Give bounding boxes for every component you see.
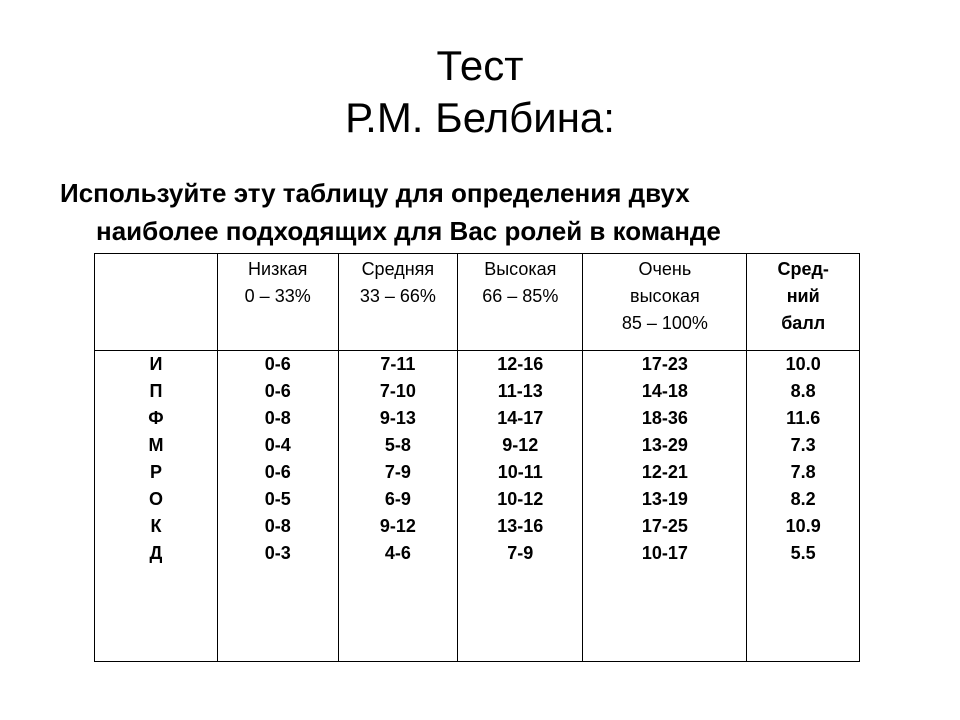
very-high-column-cell bbox=[583, 351, 747, 662]
score-range: 10.0 bbox=[785, 354, 821, 374]
table-row bbox=[95, 351, 860, 662]
score-range: 7.8 bbox=[790, 462, 816, 482]
header-text-line: 66 – 85% bbox=[482, 286, 559, 306]
header-text-line: 33 – 66% bbox=[359, 286, 436, 306]
score-range: 4-6 bbox=[384, 543, 411, 563]
role-letter: Д bbox=[149, 543, 163, 563]
score-range: 10-17 bbox=[641, 543, 688, 563]
score-range: 14-17 bbox=[497, 408, 544, 428]
header-text-line: балл bbox=[781, 313, 826, 333]
header-text-line: 85 – 100% bbox=[621, 313, 708, 333]
score-range: 0-3 bbox=[264, 543, 291, 563]
score-range: 10-11 bbox=[497, 462, 543, 482]
score-range: 10.9 bbox=[785, 516, 821, 536]
score-range: 0-6 bbox=[264, 381, 291, 401]
score-range: 12-21 bbox=[641, 462, 688, 482]
average-column-cell bbox=[747, 351, 860, 662]
score-range: 11-13 bbox=[497, 381, 543, 401]
title-line-2: Р.М. Белбина: bbox=[345, 94, 615, 141]
header-text-line: Низкая bbox=[248, 259, 308, 279]
score-range: 17-25 bbox=[641, 516, 688, 536]
medium-column-cell bbox=[338, 351, 458, 662]
score-range: 0-6 bbox=[264, 354, 291, 374]
title-line-1: Тест bbox=[436, 42, 524, 89]
score-range: 18-36 bbox=[641, 408, 688, 428]
slide-subtitle bbox=[60, 174, 900, 250]
header-cell-medium bbox=[338, 254, 458, 351]
score-range: 0-5 bbox=[264, 489, 291, 509]
score-range: 5-8 bbox=[384, 435, 411, 455]
slide-title bbox=[0, 40, 960, 144]
score-range: 0-8 bbox=[264, 408, 291, 428]
score-range: 9-12 bbox=[502, 435, 539, 455]
score-range: 14-18 bbox=[641, 381, 688, 401]
score-range: 0-8 bbox=[264, 516, 291, 536]
header-cell-very-high bbox=[583, 254, 747, 351]
score-range: 7-9 bbox=[507, 543, 534, 563]
low-column-cell bbox=[217, 351, 338, 662]
header-text-line: 0 – 33% bbox=[244, 286, 311, 306]
role-letter: К bbox=[150, 516, 162, 536]
score-range: 7-9 bbox=[384, 462, 411, 482]
role-letter: О bbox=[148, 489, 163, 509]
subtitle-line-1: Используйте эту таблицу для определения двух bbox=[60, 178, 690, 208]
score-range: 13-16 bbox=[497, 516, 544, 536]
role-letter: П bbox=[149, 381, 163, 401]
header-cell-average bbox=[747, 254, 860, 351]
score-range: 10-12 bbox=[497, 489, 544, 509]
score-range: 9-12 bbox=[379, 516, 416, 536]
score-range: 5.5 bbox=[790, 543, 816, 563]
score-range: 0-6 bbox=[264, 462, 291, 482]
header-text-line: Высокая bbox=[484, 259, 557, 279]
header-cell-high bbox=[458, 254, 583, 351]
header-text-line: высокая bbox=[630, 286, 700, 306]
subtitle-line-2: наиболее подходящих для Вас ролей в команде bbox=[96, 216, 721, 246]
score-range: 17-23 bbox=[641, 354, 688, 374]
score-range: 0-4 bbox=[264, 435, 291, 455]
header-text-line: Очень bbox=[638, 259, 692, 279]
header-cell-role bbox=[95, 254, 218, 351]
role-letter: М bbox=[148, 435, 164, 455]
score-range: 11.6 bbox=[786, 408, 821, 428]
table-header-row bbox=[95, 254, 860, 351]
score-range: 7-10 bbox=[379, 381, 416, 401]
score-range: 8.2 bbox=[790, 489, 816, 509]
header-text-line: Сред- bbox=[777, 259, 829, 279]
score-range: 9-13 bbox=[379, 408, 416, 428]
roles-column-cell bbox=[95, 351, 218, 662]
header-cell-low bbox=[217, 254, 338, 351]
role-letter: И bbox=[149, 354, 163, 374]
role-letter: Ф bbox=[148, 408, 164, 428]
score-range: 8.8 bbox=[790, 381, 816, 401]
score-range: 7-11 bbox=[380, 354, 416, 374]
score-range: 13-29 bbox=[641, 435, 688, 455]
score-range: 12-16 bbox=[497, 354, 544, 374]
role-letter: Р bbox=[149, 462, 162, 482]
header-text-line: ний bbox=[786, 286, 820, 306]
score-range: 13-19 bbox=[641, 489, 688, 509]
header-text-line: Средняя bbox=[361, 259, 435, 279]
belbin-score-table bbox=[94, 253, 860, 662]
score-range: 7.3 bbox=[790, 435, 816, 455]
high-column-cell bbox=[458, 351, 583, 662]
score-range: 6-9 bbox=[384, 489, 411, 509]
